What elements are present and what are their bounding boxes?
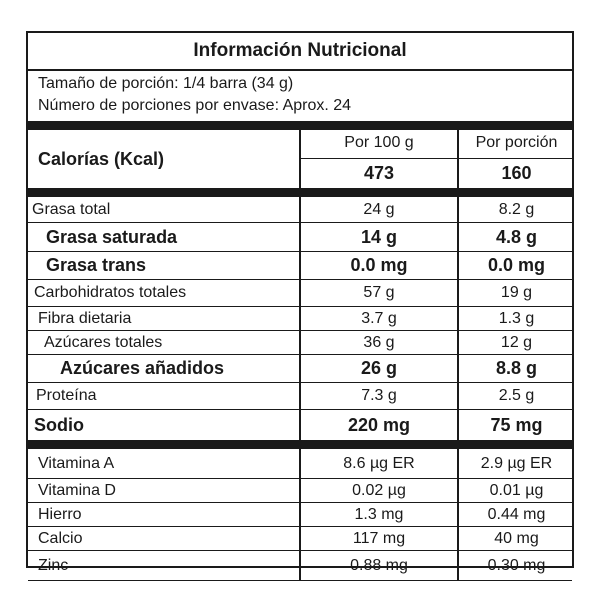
value-perserving: 0.01 µg	[489, 481, 544, 499]
calories-label: Calorías (Kcal)	[38, 148, 165, 169]
value-per100: 26 g	[360, 358, 398, 378]
calories-per100: 473	[363, 163, 395, 183]
nutrient-name: Vitamina D	[38, 481, 116, 499]
value-per100: 57 g	[363, 284, 395, 301]
nutrient-name: Proteína	[36, 387, 97, 404]
nutrition-label	[26, 31, 574, 574]
value-per100: 0.88 mg	[350, 556, 408, 574]
value-perserving: 1.3 g	[498, 309, 535, 327]
nutrient-name: Grasa total	[32, 200, 111, 218]
column-divider	[457, 197, 459, 442]
value-perserving: 8.8 g	[495, 358, 538, 378]
col2-header: Por porción	[475, 134, 558, 151]
nutrient-name: Azúcares totales	[44, 333, 163, 351]
nutrient-name: Vitamina A	[38, 454, 115, 472]
value-perserving: 40 mg	[494, 529, 539, 547]
servings-per-container: Número de porciones por envase: Aprox. 24	[38, 97, 352, 114]
nutrient-name: Calcio	[38, 529, 83, 547]
nutrient-name: Grasa saturada	[46, 226, 178, 247]
label-title: Información Nutricional	[28, 33, 572, 71]
value-per100: 14 g	[360, 226, 398, 247]
value-per100: 117 mg	[352, 529, 406, 547]
thick-divider	[28, 188, 572, 197]
value-per100: 220 mg	[347, 415, 411, 435]
nutrient-name: Carbohidratos totales	[34, 284, 187, 301]
nutrient-name: Hierro	[38, 505, 82, 523]
nutrient-name: Azúcares añadidos	[60, 358, 225, 378]
value-perserving: 0.44 mg	[487, 505, 546, 523]
nutrient-name: Fibra dietaria	[38, 309, 132, 327]
value-perserving: 4.8 g	[495, 226, 538, 247]
thick-divider	[28, 440, 572, 449]
column-divider	[299, 449, 301, 581]
value-per100: 0.02 µg	[352, 481, 406, 499]
value-per100: 36 g	[363, 333, 395, 351]
value-perserving: 2.5 g	[498, 387, 535, 404]
value-per100: 1.3 mg	[354, 505, 404, 523]
value-perserving: 12 g	[500, 333, 533, 351]
value-per100: 24 g	[363, 200, 395, 218]
header-divider	[301, 158, 574, 159]
value-per100: 8.6 µg ER	[343, 454, 415, 472]
thick-divider	[28, 121, 572, 130]
serving-size: Tamaño de porción: 1/4 barra (34 g)	[38, 75, 294, 92]
nutrient-name: Zinc	[38, 556, 69, 574]
value-perserving: 8.2 g	[498, 200, 535, 218]
nutrient-name: Sodio	[34, 415, 84, 435]
value-per100: 3.7 g	[361, 309, 397, 327]
value-per100: 0.0 mg	[350, 255, 408, 275]
value-perserving: 0.30 mg	[487, 556, 546, 574]
serving-info	[38, 73, 351, 117]
value-perserving: 75 mg	[490, 415, 543, 435]
nutrient-name: Grasa trans	[46, 255, 147, 275]
col1-header: Por 100 g	[344, 134, 414, 151]
column-divider	[299, 197, 301, 442]
column-divider	[457, 449, 459, 581]
value-per100: 7.3 g	[361, 387, 397, 404]
value-perserving: 2.9 µg ER	[480, 454, 553, 472]
value-perserving: 19 g	[500, 284, 533, 301]
calories-perserving: 160	[501, 163, 532, 183]
value-perserving: 0.0 mg	[487, 255, 546, 275]
